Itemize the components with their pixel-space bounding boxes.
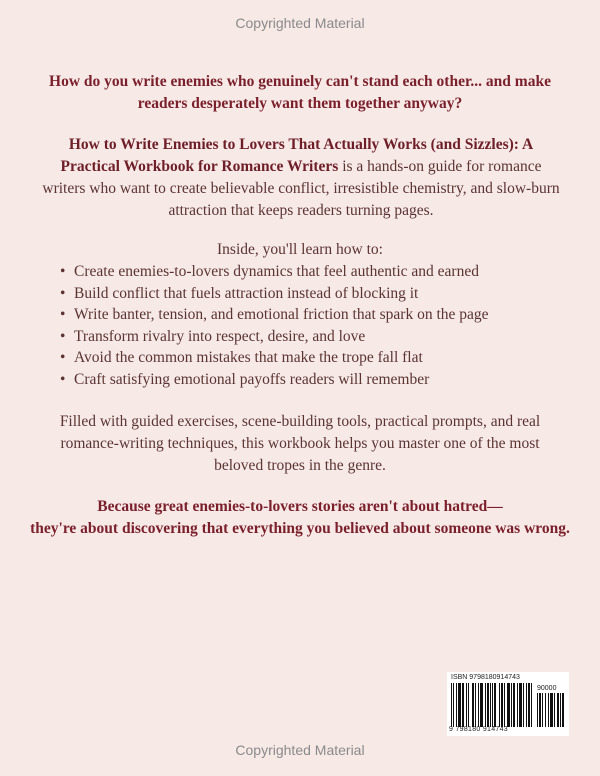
list-item: • Avoid the common mistakes that make the trope fall flat <box>60 347 540 369</box>
bullet-icon: • <box>60 370 66 388</box>
barcode-addon-bars-icon <box>537 693 565 727</box>
inside-heading: Inside, you'll learn how to: <box>217 241 383 258</box>
isbn-digits: 9 798180 914743 <box>449 726 508 733</box>
bullet-icon: • <box>60 349 66 366</box>
list-item: • Build conflict that fuels attraction instead of blocking it <box>60 283 540 305</box>
bullet-icon: • <box>60 284 66 302</box>
book-title: How to Write Enemies to Lovers That Actually Works (and Sizzles): A Practical Workbook for Romance Writers <box>60 136 534 175</box>
intro-text: is a hands-on guide for romance writers who want to create believable conflict, irresistible chemistry, and slow-burn attraction that keeps readers turning pages. <box>42 158 560 219</box>
closing-line-2: they're about discovering that everything you believed about someone was wrong. <box>30 520 570 537</box>
copyright-watermark-bottom: Copyrighted Material <box>235 742 365 758</box>
learning-list <box>60 261 540 390</box>
hook-line-1: How do you write enemies who genuinely can't stand each other... and make <box>49 73 551 90</box>
isbn-barcode <box>447 672 569 736</box>
isbn-label: ISBN 9798180914743 <box>451 674 520 681</box>
intro-paragraph <box>38 134 564 222</box>
hook-line-2: readers desperately want them together anyway? <box>137 95 463 112</box>
workbook-description: Filled with guided exercises, scene-building tools, practical prompts, and real romance-writing techniques, this workbook helps you master one of the most beloved tropes in the genre. <box>59 413 541 474</box>
list-item: • Write banter, tension, and emotional friction that spark on the page <box>60 304 540 326</box>
closing-statement <box>30 496 570 540</box>
price-code: 90000 <box>537 685 557 692</box>
list-item: • Create enemies-to-lovers dynamics that feel authentic and earned <box>60 261 540 283</box>
bullet-icon: • <box>60 306 66 323</box>
copyright-watermark-top: Copyrighted Material <box>235 15 365 31</box>
list-item: • Craft satisfying emotional payoffs readers will remember <box>60 369 540 391</box>
bullet-icon: • <box>60 263 66 280</box>
bullet-icon: • <box>60 327 66 345</box>
hook-question <box>40 71 560 115</box>
closing-line-1: Because great enemies-to-lovers stories aren't about hatred— <box>97 498 503 515</box>
barcode-bars-icon <box>451 683 533 727</box>
list-item: • Transform rivalry into respect, desire, and love <box>60 326 540 348</box>
